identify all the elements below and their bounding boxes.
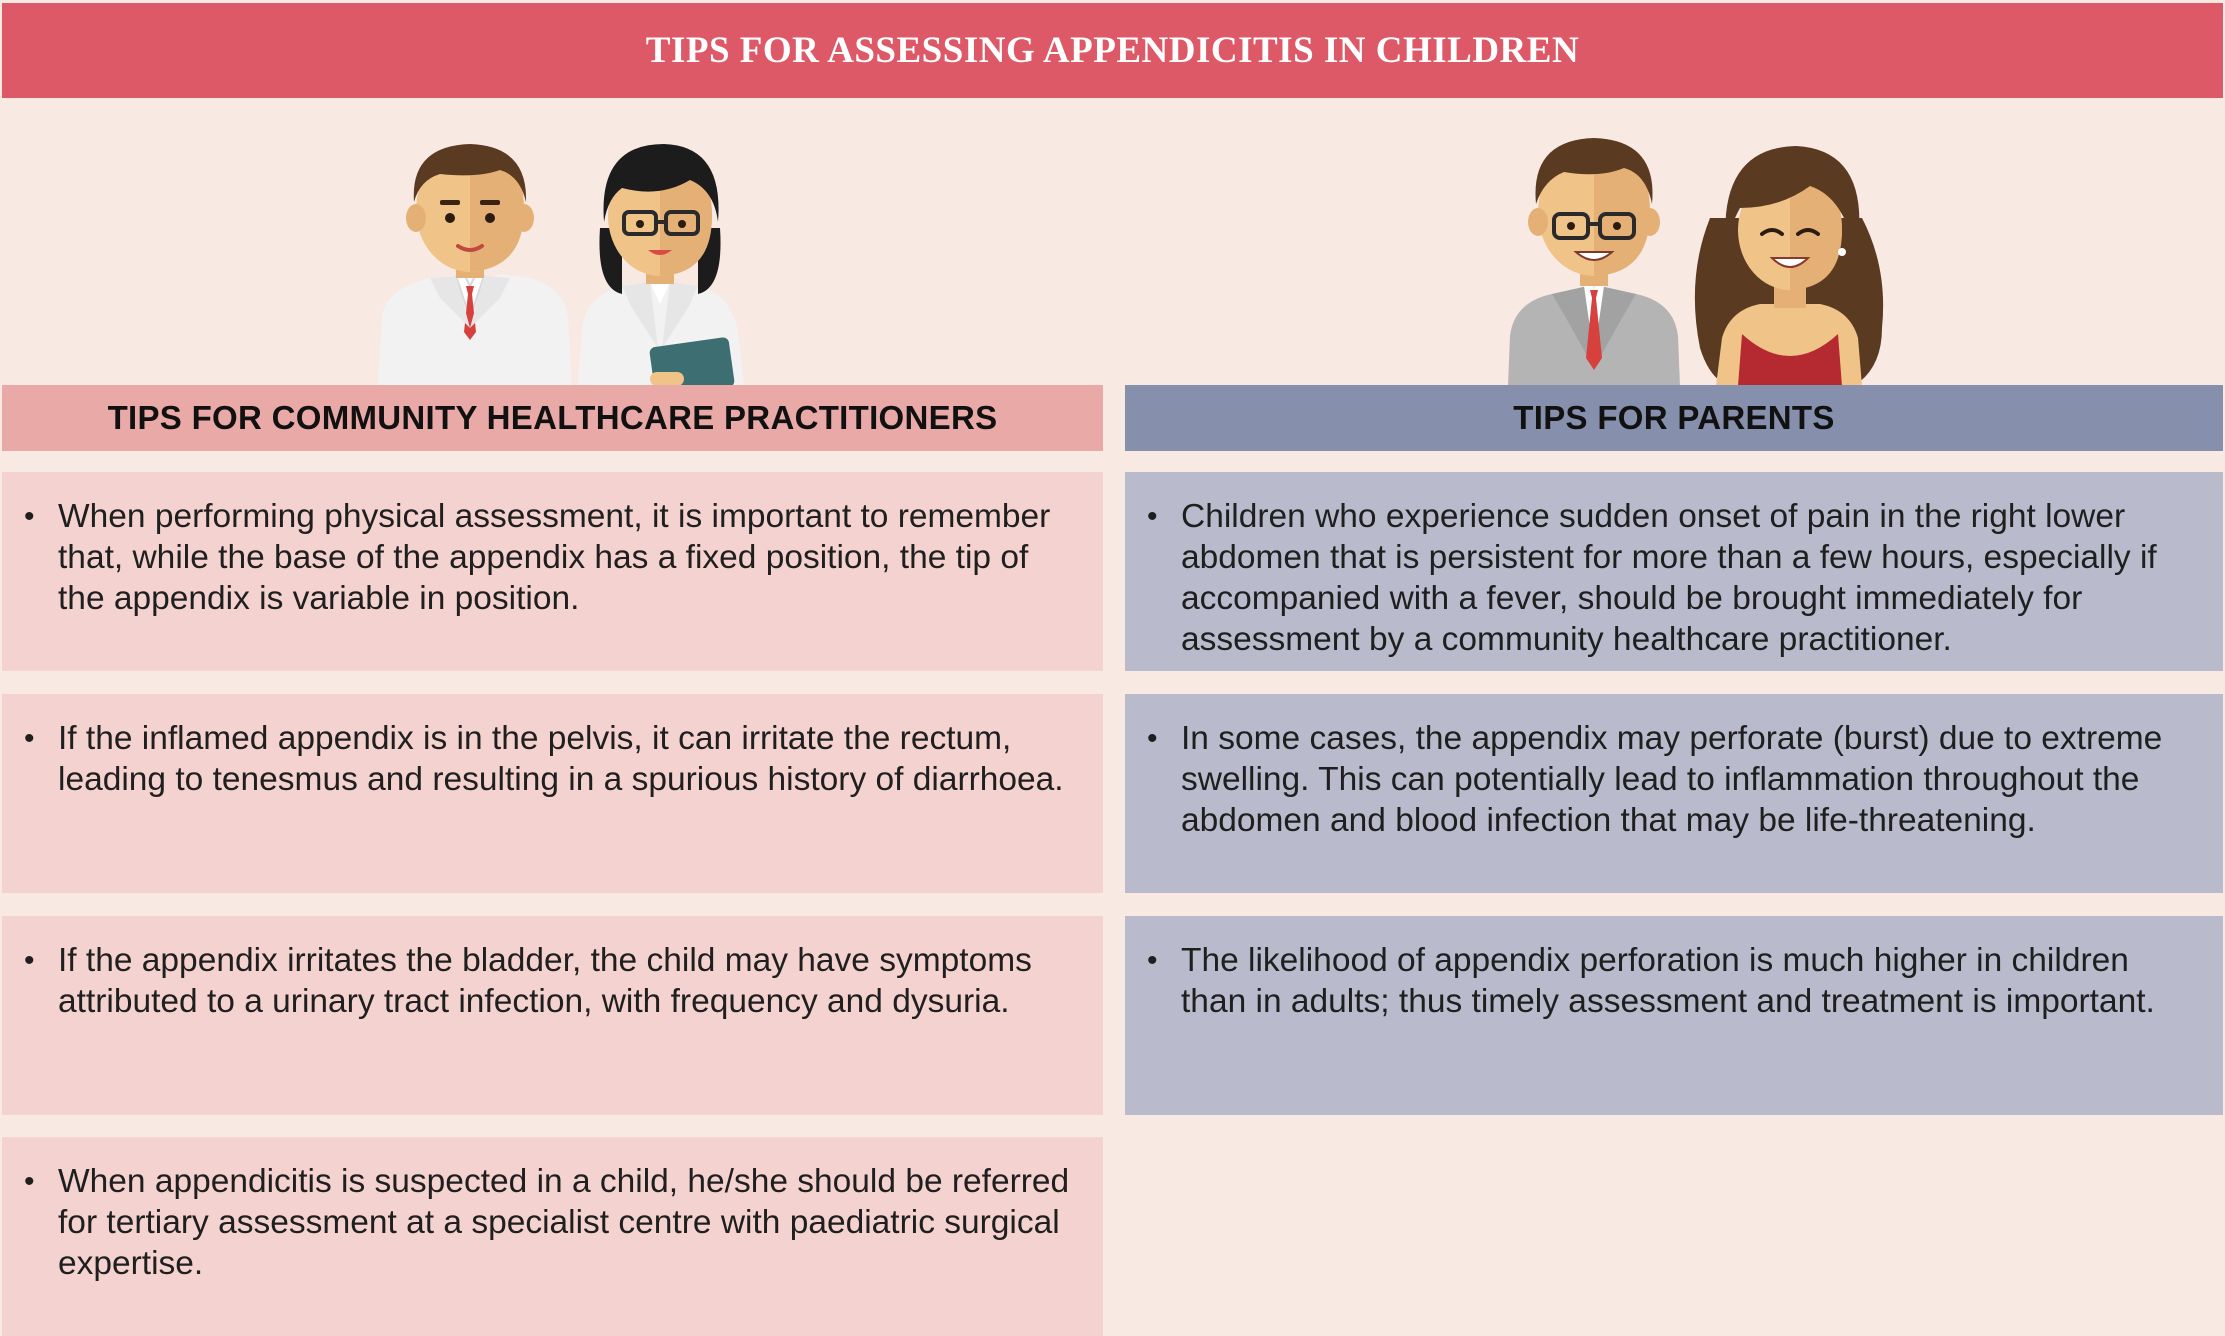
parent-tip-card — [1125, 916, 2223, 1115]
list-item — [24, 496, 1079, 619]
parent-tip-card — [1125, 472, 2223, 671]
bullet-icon: • — [24, 500, 35, 533]
tip-text: If the inflamed appendix is in the pelvis, it can irritate the rectum, leading to tenesmus and resulting in a spurious history of diarrhoea. — [58, 720, 1064, 798]
list-item — [24, 940, 1079, 1022]
bullet-icon: • — [24, 1165, 35, 1198]
list-item — [24, 718, 1079, 800]
practitioner-tip-card — [2, 1137, 1103, 1336]
parents-heading: TIPS FOR PARENTS — [1125, 385, 2223, 451]
list-item — [1147, 940, 2199, 1022]
list-item — [1147, 718, 2199, 841]
bullet-icon: • — [1147, 944, 1158, 977]
list-item — [1147, 496, 2199, 660]
page-title: TIPS FOR ASSESSING APPENDICITIS IN CHILDREN — [645, 30, 1580, 71]
bullet-icon: • — [1147, 500, 1158, 533]
tip-text: The likelihood of appendix perforation is much higher in children than in adults; thus timely assessment and treatment is important. — [1181, 942, 2155, 1020]
tip-text: If the appendix irritates the bladder, the child may have symptoms attributed to a urinary tract infection, with frequency and dysuria. — [58, 942, 1032, 1020]
parent-tip-card — [1125, 694, 2223, 893]
tip-text: In some cases, the appendix may perforate (burst) due to extreme swelling. This can potentially lead to inflammation throughout the abdomen and blood infection that may be life-threatening. — [1181, 720, 2163, 839]
title-banner — [2, 3, 2223, 98]
bullet-icon: • — [24, 722, 35, 755]
tip-text: Children who experience sudden onset of pain in the right lower abdomen that is persistent for more than a few hours, especially if accompanied with a fever, should be brought immediately for assessment by a community healthcare practitioner. — [1181, 498, 2157, 658]
tip-text: When performing physical assessment, it is important to remember that, while the base of the appendix has a fixed position, the tip of the appendix is variable in position. — [58, 498, 1051, 617]
practitioner-tip-card — [2, 472, 1103, 671]
doctors-icon — [360, 118, 780, 386]
tip-text: When appendicitis is suspected in a child, he/she should be referred for tertiary assessment at a specialist centre with paediatric surgical expertise. — [58, 1163, 1070, 1282]
list-item — [24, 1161, 1079, 1284]
practitioner-tip-card — [2, 694, 1103, 893]
practitioners-heading: TIPS FOR COMMUNITY HEALTHCARE PRACTITIONERS — [2, 385, 1103, 451]
bullet-icon: • — [24, 944, 35, 977]
practitioner-tip-card — [2, 916, 1103, 1115]
bullet-icon: • — [1147, 722, 1158, 755]
parents-icon — [1490, 118, 1900, 386]
